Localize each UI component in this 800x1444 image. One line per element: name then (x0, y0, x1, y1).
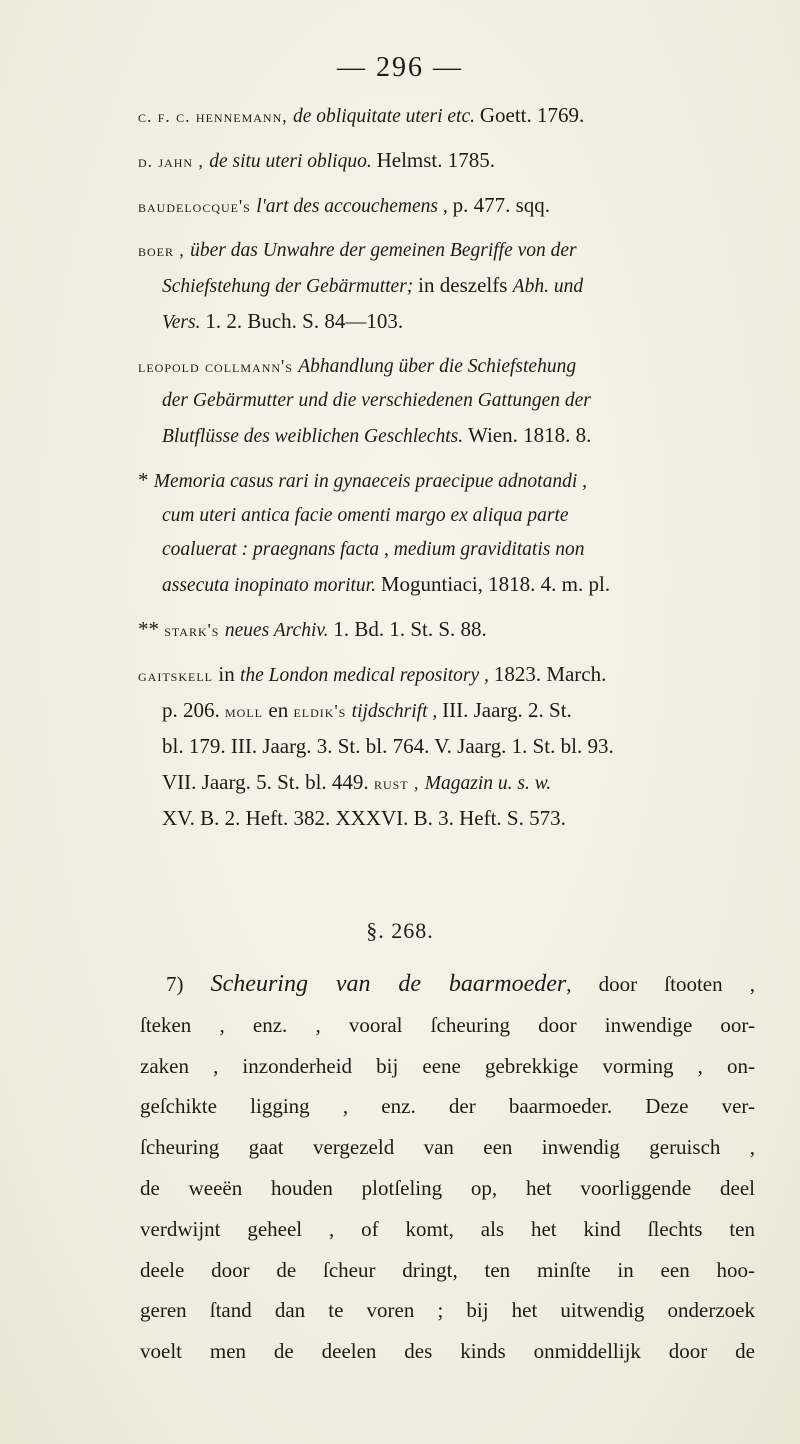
text-run: de situ uteri obliquo. (209, 151, 377, 172)
reference-line (138, 418, 753, 454)
reference-line (138, 729, 753, 765)
text-run: assecuta inopinato moritur. (162, 575, 381, 596)
reference-entry (138, 657, 753, 837)
bibliography-list (138, 98, 753, 846)
reference-line (138, 304, 753, 340)
text-run: Magazin u. s. w. (424, 773, 552, 794)
reference-line (138, 98, 753, 134)
body-line (140, 1290, 755, 1331)
text-run: Helmst. 1785. (376, 148, 496, 172)
reference-line (138, 693, 753, 729)
reference-entry (138, 349, 753, 454)
body-line (140, 1127, 755, 1168)
text-run: Abhandlung über die Schiefstehung (298, 356, 577, 377)
text-run: ** (138, 617, 165, 641)
page-number: — 296 — (337, 52, 463, 83)
body-paragraph (140, 964, 755, 1372)
reference-entry (138, 188, 753, 224)
text-run: Vers. (162, 312, 206, 333)
reference-line (138, 188, 753, 224)
text-run: , door ſtooten , (566, 972, 755, 996)
text-run: 1823. March. (493, 662, 607, 686)
reference-line (138, 233, 753, 268)
text-run: c. f. c. hennemann, (138, 106, 294, 126)
text-run: leopold collmann's (138, 356, 299, 376)
text-run: zaken , inzonderheid bij eene gebrekkige vorming , on- (140, 1053, 755, 1078)
text-run: gaitskell (138, 665, 219, 685)
text-run: geſchikte ligging , enz. der baarmoeder. Deze ver- (140, 1094, 755, 1119)
text-run: XV. B. 2. Heft. 382. XXXVI. B. 3. Heft. S. 573. (162, 806, 566, 830)
text-run: 1. Bd. 1. St. S. 88. (333, 617, 487, 641)
text-run: 1. 2. Buch. S. 84—103. (205, 309, 404, 333)
reference-entry (138, 233, 753, 340)
text-run: bl. 179. III. Jaarg. 3. St. bl. 764. V. Jaarg. 1. St. bl. 93. (162, 734, 614, 758)
text-run: en (268, 698, 294, 722)
body-line (140, 1168, 755, 1209)
text-run: Memoria casus rari in gynaeceis praecipue adnotandi , (153, 471, 588, 492)
text-run: geren ſtand dan te voren ; bij het uitwendig onderzoek (140, 1298, 755, 1323)
text-run: Schiefstehung der Gebärmutter; (162, 276, 419, 297)
text-run: Abh. und (512, 276, 584, 297)
text-run: boer , (138, 240, 191, 260)
reference-line (138, 349, 753, 384)
text-run: 7) (166, 972, 211, 996)
reference-line (138, 143, 753, 179)
body-line (140, 964, 755, 1005)
reference-line (138, 765, 753, 801)
text-run: tijdschrift , (351, 701, 443, 722)
text-run: eldik's (293, 701, 352, 721)
text-run: d. jahn , (138, 151, 210, 171)
body-line (140, 1209, 755, 1250)
text-run: stark's (164, 620, 225, 640)
text-run: de obliquitate uteri etc. (293, 106, 480, 127)
text-run: cum uteri antica facie omenti margo ex aliqua parte (162, 505, 569, 526)
body-line (140, 1086, 755, 1127)
text-run: Wien. 1818. 8. (467, 423, 592, 447)
text-run: verdwijnt geheel , of komt, als het kind ſlechts ten (140, 1216, 755, 1241)
text-run: l'art des accouchemens , (256, 196, 453, 217)
text-run: deele door de ſcheur dringt, ten minſte in een hoo- (140, 1257, 755, 1282)
text-run: * (138, 468, 154, 492)
section-heading: §. 268. (366, 918, 434, 943)
text-run: III. Jaarg. 2. St. (442, 698, 572, 722)
text-run: p. 477. sqq. (452, 193, 551, 217)
text-run: in deszelfs (418, 273, 513, 297)
text-run: VII. Jaarg. 5. St. bl. 449. (162, 770, 374, 794)
body-line (140, 1005, 755, 1046)
reference-entry (138, 98, 753, 134)
text-run: de weeën houden plotſeling op, het voorliggende deel (140, 1175, 755, 1200)
text-run: baudelocque's (138, 196, 257, 216)
text-run: über das Unwahre der gemeinen Begriffe von der (190, 240, 577, 261)
text-run: neues Archiv. (224, 620, 334, 641)
text-run: der Gebärmutter und die verschiedenen Gattungen der (162, 390, 591, 411)
text-run: moll (225, 701, 269, 721)
text-run: voelt men de deelen des kinds onmiddellijk door de (140, 1339, 755, 1364)
reference-line (138, 533, 753, 567)
text-run: coaluerat : praegnans facta , medium graviditatis non (162, 539, 585, 560)
reference-line (138, 499, 753, 533)
reference-line (138, 657, 753, 693)
text-run: Moguntiaci, 1818. 4. m. pl. (380, 572, 611, 596)
text-run: Goett. 1769. (479, 103, 585, 127)
reference-line (138, 801, 753, 837)
text-run: ſcheuring gaat vergezeld van een inwendig geruisch , (140, 1135, 755, 1160)
text-run: the London medical repository , (239, 665, 494, 686)
text-run: in (218, 662, 240, 686)
body-line (140, 1331, 755, 1372)
reference-entry (138, 612, 753, 648)
text-run: p. 206. (162, 698, 225, 722)
reference-line (138, 384, 753, 418)
body-line (140, 1046, 755, 1087)
reference-line (138, 567, 753, 603)
reference-line (138, 463, 753, 499)
reference-entry (138, 143, 753, 179)
text-run: Scheuring van de baarmoeder (210, 971, 567, 997)
text-run: Blutflüsse des weiblichen Geschlechts. (162, 426, 468, 447)
reference-entry (138, 463, 753, 603)
body-line (140, 1250, 755, 1291)
reference-line (138, 268, 753, 304)
text-run: ſteken , enz. , vooral ſcheuring door inwendige oor- (140, 1012, 755, 1037)
text-run: rust , (373, 773, 425, 793)
reference-line (138, 612, 753, 648)
